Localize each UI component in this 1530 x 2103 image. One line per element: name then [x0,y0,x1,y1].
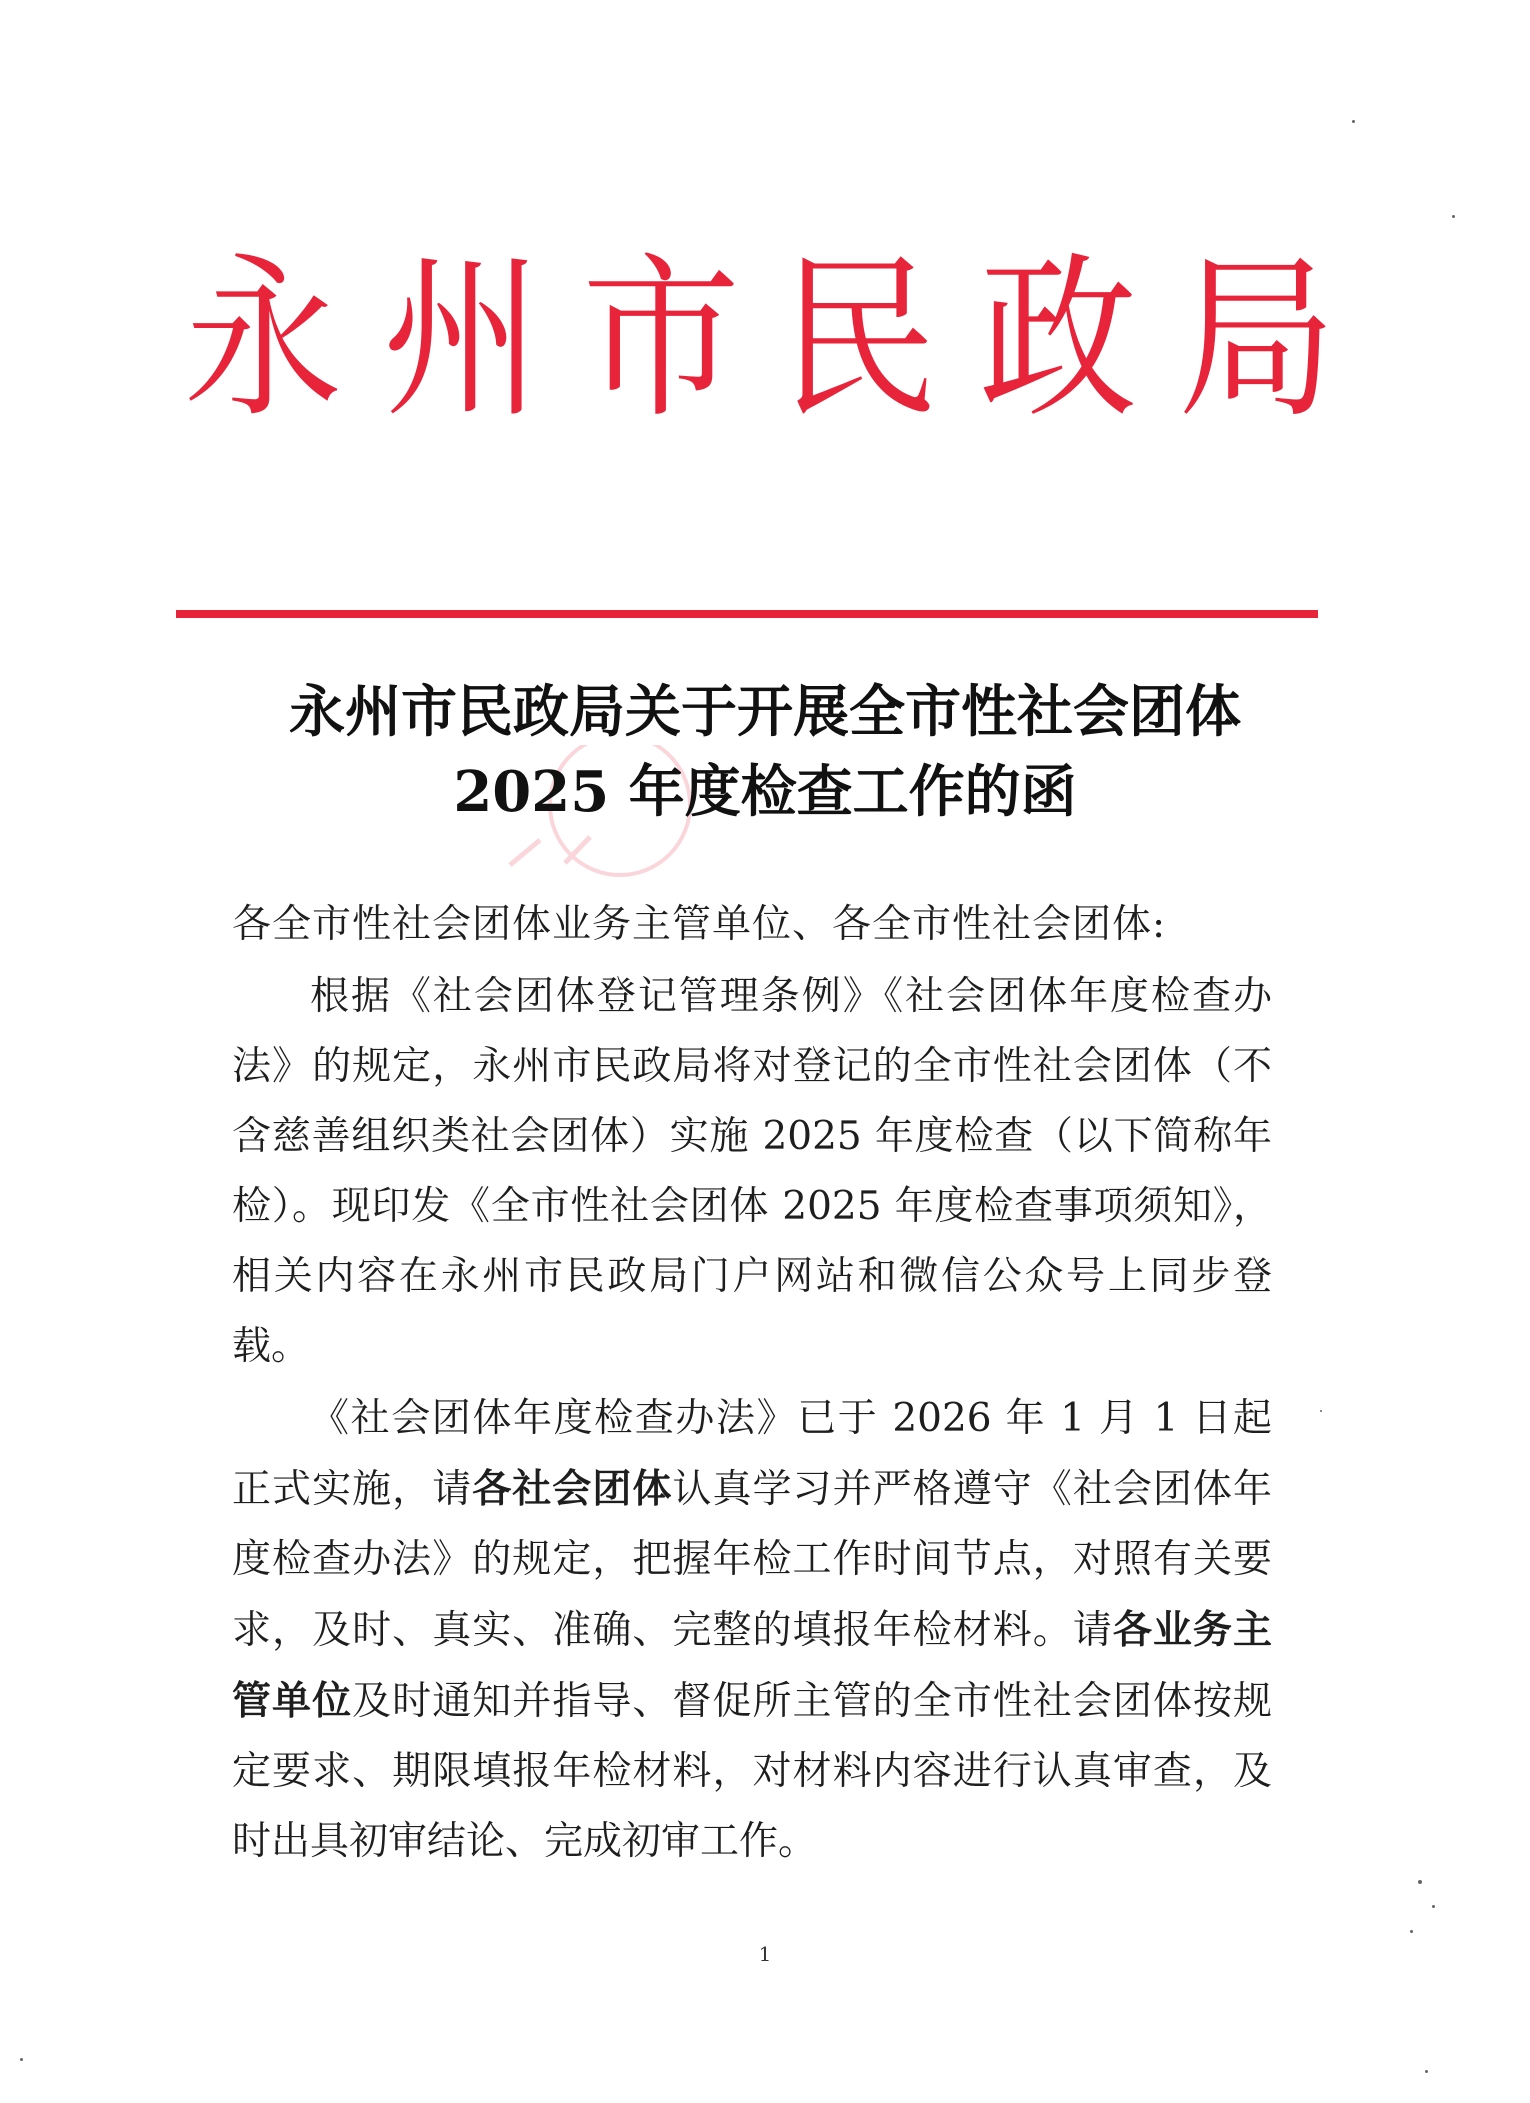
scan-speck [1432,1905,1435,1908]
scan-speck [1425,2070,1428,2073]
scan-speck [1410,1930,1413,1933]
scan-speck [1320,1410,1322,1412]
paragraph-2 [232,1384,1272,1877]
paragraph-1: 根据《社会团体登记管理条例》《社会团体年度检查办法》的规定，永州市民政局将对登记的全市性社会团体（不含慈善组织类社会团体）实施 2025 年度检查（以下简称年检）。现印发《全市性社会团体 2025 年度检查事项须知》，相关内容在永州市民政局门户网站和微信公众号上同步登载。 [232,974,1272,1369]
red-divider-line [176,610,1318,618]
organization-header [175,237,1345,442]
paragraph-2-text: 《社会团体年度检查办法》已于 2026 年 1 月 1 日起正式实施，请 [232,1396,1272,1512]
paragraph-2-text: 及时通知并指导、督促所主管的全市性社会团体按规定要求、期限填报年检材料，对材料内容进行认真审查，及时出具初审结论、完成初审工作。 [232,1679,1272,1864]
header-char: 民 [780,237,939,442]
header-char: 永 [183,237,343,442]
scan-speck [20,2058,23,2061]
scan-speck [1352,120,1355,123]
emphasis-social-groups: 各社会团体 [472,1466,673,1512]
emphasis-supervising-units: 各业务主管单位 [232,1607,1272,1724]
title-line-1: 永州市民政局关于开展全市性社会团体 [289,679,1241,745]
header-char: 局 [1177,237,1337,442]
header-char: 政 [978,237,1138,442]
salutation: 各全市性社会团体业务主管单位、各全市性社会团体: [232,902,1167,947]
paragraph-2-text: 认真学习并严格遵守《社会团体年度检查办法》的规定，把握年检工作时间节点，对照有关要求，及时、真实、准确、完整的填报年检材料。请 [232,1467,1272,1653]
page-number: 1 [758,1942,772,1966]
header-char: 市 [581,237,740,442]
title-line-2: 2025 年度检查工作的函 [453,759,1077,825]
scan-speck [1452,215,1455,218]
header-char: 州 [382,237,542,442]
document-title [100,672,1430,832]
letter-body [232,890,1272,1877]
scan-speck [1418,1880,1422,1884]
